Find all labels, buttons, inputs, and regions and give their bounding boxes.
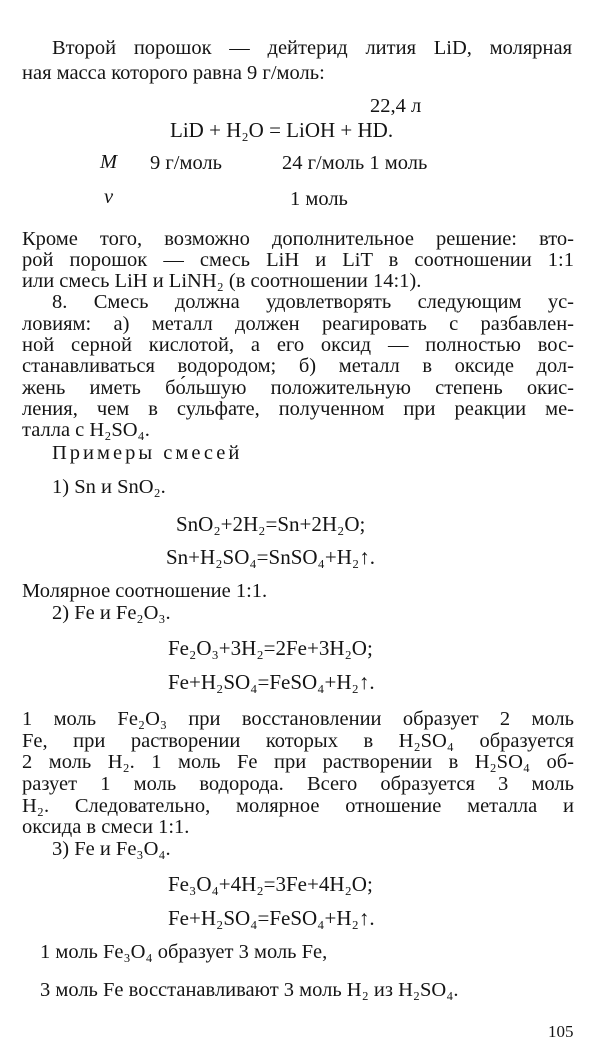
row-label-M: M (100, 151, 118, 173)
text-line: ловиям: а) металл должен реагировать с разбавлен- (22, 313, 574, 335)
row-label-nu: ν (104, 186, 114, 208)
text-line: 2 моль H₂. 1 моль Fe при растворении в H₂SO₄ об- (22, 751, 574, 773)
molar-mass-value: 9 г/моль (150, 152, 223, 174)
text-line: рой порошок — смесь LiH и LiT в соотношении 1:1 (22, 249, 574, 271)
text-line: ная масса которого равна 9 г/моль: (22, 62, 325, 84)
text-line: 1 моль Fe₂O₃ при восстановлении образует 2 моль (22, 708, 574, 730)
text-line: Второй порошок — дейтерид лития LiD, молярная (52, 37, 572, 59)
text-line: ной серной кислотой, а его оксид — полностью вос- (22, 334, 574, 356)
example-heading: 2) Fe и Fe₂O₃. (52, 602, 171, 624)
text-line: Кроме того, возможно дополнительное решение: вто- (22, 228, 574, 250)
section-heading: Примеры смесей (52, 442, 243, 464)
text-line: оксида в смеси 1:1. (22, 816, 190, 838)
text-line: 8. Смесь должна удовлетворять следующим ус- (52, 291, 574, 313)
text-line: или смесь LiH и LiNH₂ (в соотношении 14:1). (22, 270, 422, 292)
equation: SnO₂+2H₂=Sn+2H₂O; (176, 512, 366, 536)
text-line: станавливаться водородом; б) металл в оксиде дол- (22, 355, 574, 377)
equation: Sn+H₂SO₄=SnSO₄+H₂↑. (166, 545, 375, 569)
text-line: 1 моль Fe₃O₄ образует 3 моль Fe, (40, 941, 328, 963)
equation: LiD + H₂O = LiOH + HD. (170, 118, 394, 142)
text-line: Fe, при растворении которых в H₂SO₄ образуется (22, 730, 574, 752)
text-line: талла с H₂SO₄. (22, 419, 150, 441)
equation-annotation: 22,4 л (370, 95, 422, 117)
text-line: H₂. Следовательно, молярное отношение металла и (22, 795, 574, 817)
text-line: жень иметь бо́льшую положительную степень окис- (22, 377, 574, 399)
text-line: ления, чем в сульфате, полученном при реакции ме- (22, 398, 574, 420)
amount-value: 1 моль (290, 188, 348, 210)
example-heading: 3) Fe и Fe₃O₄. (52, 838, 171, 860)
example-heading: 1) Sn и SnO₂. (52, 476, 166, 498)
equation: Fe₂O₃+3H₂=2Fe+3H₂O; (168, 636, 373, 660)
text-line: 3 моль Fe восстанавливают 3 моль H₂ из H₂SO₄. (40, 979, 459, 1001)
text-line: разует 1 моль водорода. Всего образуется 3 моль (22, 773, 574, 795)
equation: Fe+H₂SO₄=FeSO₄+H₂↑. (168, 670, 375, 694)
text-line: Молярное соотношение 1:1. (22, 580, 268, 602)
molar-mass-value: 24 г/моль 1 моль (282, 152, 428, 174)
page-number: 105 (548, 1022, 574, 1041)
equation: Fe+H₂SO₄=FeSO₄+H₂↑. (168, 906, 375, 930)
equation: Fe₃O₄+4H₂=3Fe+4H₂O; (168, 872, 373, 896)
